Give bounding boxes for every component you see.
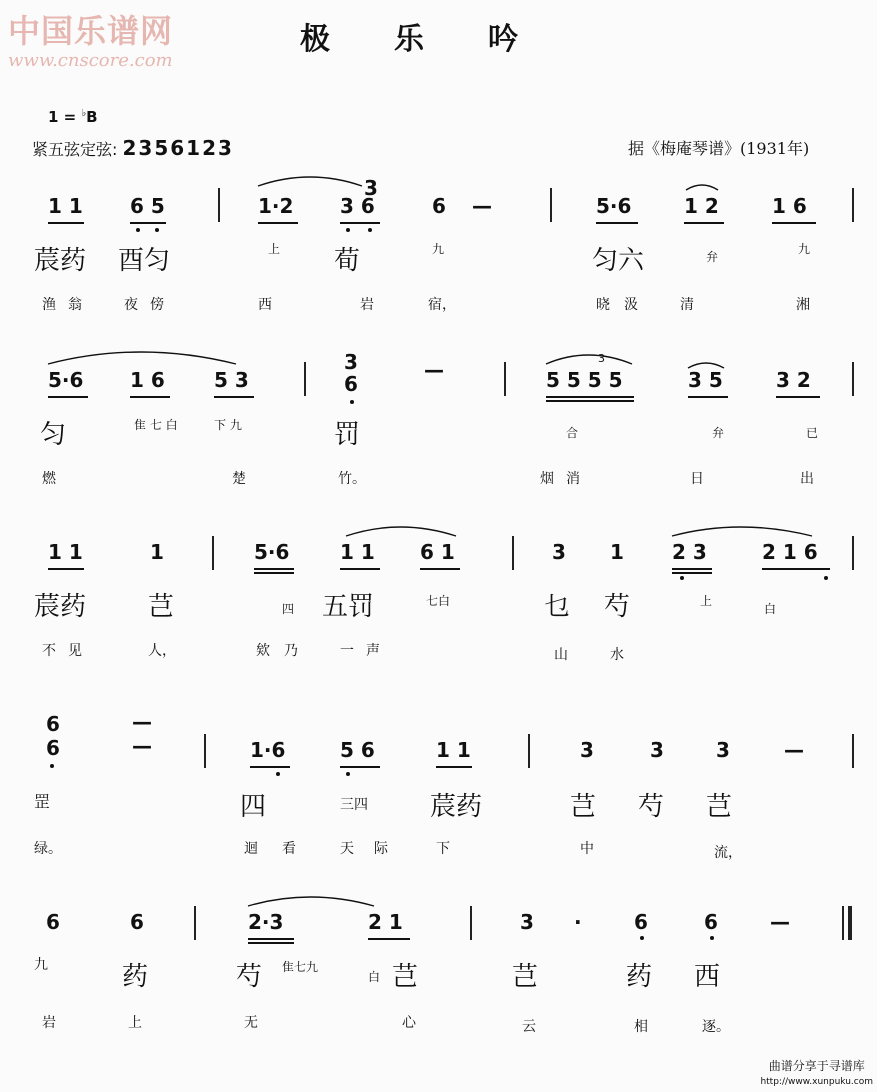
tab-char: 芍: [638, 792, 665, 822]
note: 5·6: [596, 194, 632, 218]
tab-char: 罡: [34, 792, 51, 811]
barline: [852, 536, 854, 570]
lyric: 天: [340, 841, 354, 857]
lyric: 岩: [42, 1015, 56, 1031]
lyric: 乃: [284, 643, 298, 659]
tab-char: 五罚: [322, 592, 375, 622]
lyric: 日: [690, 471, 704, 487]
underline: [684, 222, 724, 224]
note: 1 1: [340, 540, 375, 564]
underline: [48, 396, 88, 398]
lyric: 云: [522, 1019, 536, 1035]
tab-char: 药: [626, 962, 653, 992]
barline: [470, 906, 472, 940]
lyric: 清: [680, 297, 694, 313]
note: 1 6: [772, 194, 807, 218]
note: 1 2: [684, 194, 719, 218]
tab-char: 药: [122, 962, 149, 992]
low-dot: [710, 936, 714, 940]
source-citation: 据《梅庵琴谱》(1931年): [628, 139, 810, 158]
tab-char: 弁: [706, 250, 719, 264]
underline: [368, 938, 410, 940]
lyric: 相: [634, 1019, 648, 1035]
tab-char: 上: [268, 242, 281, 256]
note: 3: [716, 738, 730, 762]
note: 5 6: [340, 738, 375, 762]
tab-char: 芑: [706, 792, 733, 822]
underline: [420, 568, 460, 570]
lyric: 看: [282, 841, 296, 857]
tab-char: 九: [798, 242, 811, 256]
barline: [218, 188, 220, 222]
note: 3: [520, 910, 534, 934]
tab-char: 九: [34, 957, 48, 973]
tuning-line: 紧五弦定弦: 2356123: [32, 136, 234, 160]
lyric: 湘: [796, 297, 810, 313]
lyric: 欸: [256, 643, 270, 659]
underline: [672, 568, 712, 570]
note: 6: [344, 372, 358, 396]
underline: [436, 766, 472, 768]
note: 1 1: [48, 540, 83, 564]
tab-char: 芑: [570, 792, 597, 822]
lyric: 中: [580, 841, 594, 857]
lyric: 消: [566, 471, 580, 487]
underline: [340, 766, 380, 768]
dash: —: [770, 910, 790, 934]
low-dot: [680, 576, 684, 580]
lyric: 夜: [124, 297, 138, 313]
lyric: 出: [800, 471, 814, 487]
note: 6: [46, 736, 60, 760]
tab-char: 莀药: [34, 592, 87, 622]
dash: —: [472, 194, 492, 218]
dash: —: [424, 358, 444, 382]
lyric: 上: [128, 1015, 142, 1031]
lyric: 下: [436, 841, 450, 857]
barline: [212, 536, 214, 570]
lyric: 绿。: [34, 841, 62, 857]
low-dot: [824, 576, 828, 580]
tab-char: 已: [806, 426, 819, 440]
low-dot: [346, 228, 350, 232]
tab-char: 罚: [334, 420, 361, 450]
lyric: 人，: [148, 643, 176, 659]
lyric: 水: [610, 647, 624, 663]
tab-char: 七白: [426, 594, 451, 608]
footer-line: 曲谱分享于寻谱库: [768, 1059, 865, 1073]
note: 3 2: [776, 368, 811, 392]
tab-char: 莀药: [34, 246, 87, 276]
barline: [194, 906, 196, 940]
barline: [842, 906, 844, 940]
note: 2·3: [248, 910, 284, 934]
note: 3 5: [688, 368, 723, 392]
lyric: 见: [68, 643, 82, 659]
tab-char: 三四: [340, 797, 368, 813]
low-dot: [368, 228, 372, 232]
triplet-mark: 3: [598, 352, 605, 365]
lyric: 翁: [68, 297, 82, 313]
low-dot: [155, 228, 159, 232]
note: 6: [704, 910, 718, 934]
underline: [130, 396, 170, 398]
low-dot: [346, 772, 350, 776]
underline: [546, 400, 634, 402]
note: 1: [150, 540, 164, 564]
tab-char: 乜: [544, 592, 571, 622]
note: 6: [432, 194, 446, 218]
tab-char: 芑: [148, 592, 175, 622]
tab-char: 莀药: [430, 792, 483, 822]
tab-char: 九: [432, 242, 445, 256]
tab-char: 隹七九: [282, 960, 319, 974]
barline: [550, 188, 552, 222]
dash: —: [132, 734, 152, 758]
underline: [130, 222, 166, 224]
lyric: 汲: [624, 297, 638, 313]
tab-char: 芑: [392, 962, 419, 992]
barline: [852, 362, 854, 396]
underline: [772, 222, 816, 224]
underline: [214, 396, 254, 398]
underline: [546, 396, 634, 398]
dash: —: [784, 738, 804, 762]
note: 5·6: [254, 540, 290, 564]
note: 1: [610, 540, 624, 564]
tab-char: 隹 七 白: [134, 418, 178, 432]
barline: [852, 188, 854, 222]
final-barline: [848, 906, 852, 940]
low-dot: [136, 228, 140, 232]
watermark-logo: 中国乐谱网: [8, 12, 174, 50]
lyric: 楚: [232, 471, 246, 487]
lyric: 流，: [714, 845, 742, 861]
note: 1 6: [130, 368, 165, 392]
note: 3 6: [340, 194, 375, 218]
underline: [258, 222, 298, 224]
barline: [528, 734, 530, 768]
lyric: 山: [554, 647, 568, 663]
underline: [248, 942, 294, 944]
barline: [304, 362, 306, 396]
note: 3: [552, 540, 566, 564]
barline: [512, 536, 514, 570]
tab-char: 合: [566, 426, 579, 440]
underline: [340, 222, 380, 224]
tab-char: 白: [368, 970, 381, 984]
note: 1 1: [48, 194, 83, 218]
footer-credit: [760, 1058, 873, 1090]
watermark-url: www.cnscore.com: [8, 50, 173, 71]
note: 5 3: [214, 368, 249, 392]
tab-char: 四: [282, 602, 295, 616]
note: 3: [650, 738, 664, 762]
underline: [672, 572, 712, 574]
lyric: 不: [42, 643, 56, 659]
tab-char: 白: [764, 602, 777, 616]
footer-url: http://www.xunpuku.com: [760, 1077, 873, 1087]
lyric: 一: [340, 643, 354, 659]
lyric: 心: [402, 1015, 416, 1031]
lyric: 晓: [596, 297, 610, 313]
lyric: 际: [374, 841, 388, 857]
note: 1 1: [436, 738, 471, 762]
lyric: 宿，: [428, 297, 456, 313]
underline: [254, 572, 294, 574]
tab-char: 匀: [40, 420, 67, 450]
lyric: 无: [244, 1015, 258, 1031]
tab-char: 芍: [236, 962, 263, 992]
tab-char: 荀: [334, 246, 361, 276]
lyric: 傍: [150, 297, 164, 313]
lyric: 竹。: [338, 471, 366, 487]
note: 5 5 5 5: [546, 368, 623, 392]
underline: [340, 568, 380, 570]
tab-char: 匀六: [592, 246, 645, 276]
note: 2 3: [672, 540, 707, 564]
underline: [688, 396, 728, 398]
tab-char: 上: [700, 594, 713, 608]
low-dot: [276, 772, 280, 776]
tab-char: 四: [240, 792, 267, 822]
tab-char: 弁: [712, 426, 725, 440]
lyric: 声: [366, 643, 380, 659]
note: 3: [344, 350, 358, 374]
note: 6: [46, 910, 60, 934]
underline: [48, 222, 84, 224]
lyric: 迴: [244, 841, 258, 857]
lyric: 逐。: [702, 1019, 730, 1035]
note: 3: [364, 176, 378, 200]
lyric: 岩: [360, 297, 374, 313]
tab-char: 芑: [512, 962, 539, 992]
barline: [204, 734, 206, 768]
underline: [248, 938, 294, 940]
low-dot: [50, 764, 54, 768]
lyric: 西: [258, 297, 272, 313]
page-title: 极乐吟: [300, 22, 582, 57]
low-dot: [640, 936, 644, 940]
underline: [762, 568, 830, 570]
tab-char: 芍: [604, 592, 631, 622]
lyric: 烟: [540, 471, 554, 487]
note: 6 1: [420, 540, 455, 564]
underline: [254, 568, 294, 570]
lyric: 燃: [42, 471, 56, 487]
note: 6: [46, 712, 60, 736]
note: 3: [580, 738, 594, 762]
tab-char: 西: [694, 962, 721, 992]
underline: [596, 222, 638, 224]
key-signature: 1 = ♭B: [48, 108, 98, 126]
lyric: 渔: [42, 297, 56, 313]
barline: [504, 362, 506, 396]
underline: [48, 568, 84, 570]
dash: —: [132, 710, 152, 734]
note: 6 5: [130, 194, 165, 218]
note: 6: [634, 910, 648, 934]
underline: [776, 396, 820, 398]
note: 5·6: [48, 368, 84, 392]
note: 2 1: [368, 910, 403, 934]
tab-char: 下 九: [214, 418, 242, 432]
dot-note: ·: [574, 910, 582, 934]
barline: [852, 734, 854, 768]
tab-char: 酉匀: [118, 246, 171, 276]
low-dot: [350, 400, 354, 404]
note: 6: [130, 910, 144, 934]
note: 2 1 6: [762, 540, 818, 564]
note: 1·6: [250, 738, 286, 762]
underline: [250, 766, 290, 768]
note: 1·2: [258, 194, 294, 218]
